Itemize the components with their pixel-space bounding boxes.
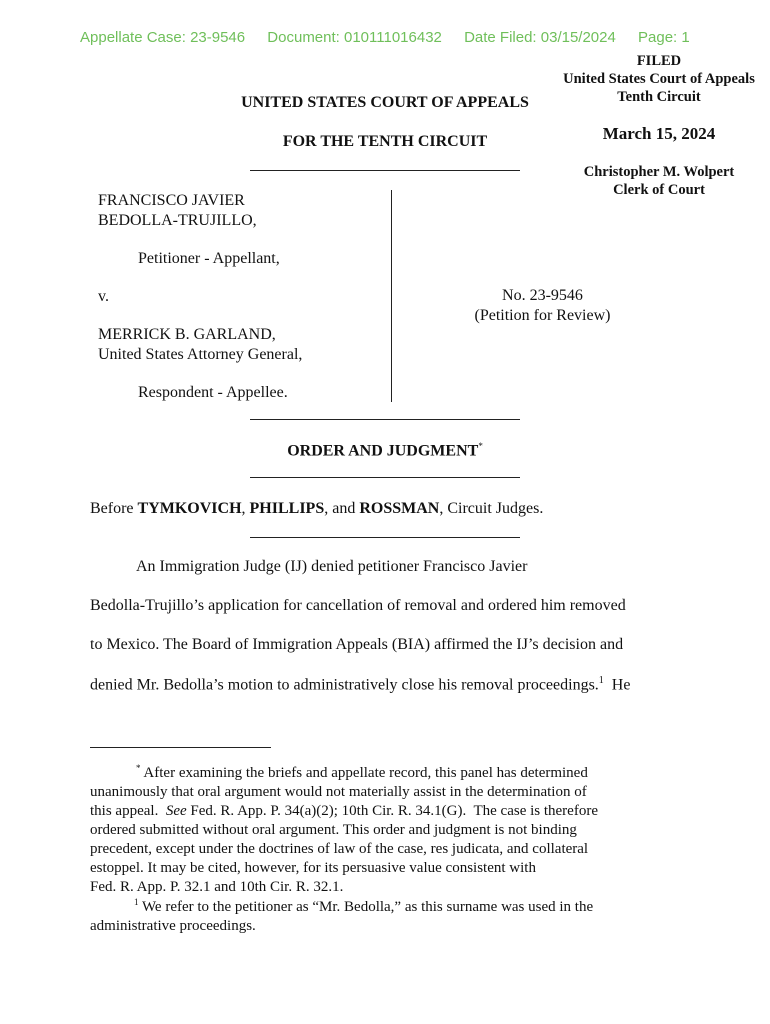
footnote-star-text3a: this appeal. — [90, 803, 166, 819]
footnote-star-line5: precedent, except under the doctrines of law of the case, res judicata, and collateral — [90, 841, 589, 857]
footnote-1-mark: 1 — [134, 897, 139, 907]
order-title — [200, 441, 570, 460]
page-number-stamp: Page: 1 — [638, 29, 690, 46]
filed-label: FILED — [636, 53, 682, 69]
respondent-name-line1: MERRICK B. GARLAND, — [98, 326, 276, 343]
footnote-1-text1: We refer to the petitioner as “Mr. Bedolla,” as this surname was used in the — [138, 899, 594, 915]
panel-suffix: , Circuit Judges. — [439, 500, 544, 517]
body-line-4-text: denied Mr. Bedolla’s motion to administratively close his removal proceedings. — [90, 676, 599, 694]
divider-rule — [250, 537, 520, 538]
petitioner-name — [98, 191, 257, 231]
judge-rossman: ROSSMAN — [359, 500, 440, 517]
case-header-stamp — [80, 29, 708, 46]
body-line-4 — [90, 675, 630, 694]
filed-date: March 15, 2024 — [602, 124, 716, 143]
panel-prefix: Before — [90, 500, 138, 517]
footnote-see-signal: See — [165, 803, 187, 819]
caption-divider — [391, 190, 392, 402]
footnote-star-line2: unanimously that oral argument would not materially assist in the determination of — [90, 784, 587, 800]
clerk-title: Clerk of Court — [613, 182, 705, 198]
footnote-1 — [90, 893, 690, 936]
body-line-2: Bedolla-Trujillo’s application for cancellation of removal and ordered him removed — [90, 597, 626, 614]
footnote-star — [90, 759, 690, 897]
divider-rule — [250, 419, 520, 420]
divider-rule — [250, 477, 520, 478]
petitioner-name-line2: BEDOLLA-TRUJILLO, — [98, 212, 257, 229]
versus: v. — [98, 288, 109, 305]
case-number: No. 23-9546 — [502, 287, 583, 304]
body-line-1: An Immigration Judge (IJ) denied petitioner Francisco Javier — [136, 558, 528, 575]
order-title-footnote-mark: * — [478, 441, 483, 451]
respondent-name-line2: United States Attorney General, — [98, 346, 303, 363]
panel-line — [90, 500, 543, 518]
clerk-block — [548, 163, 770, 199]
date-filed-stamp: Date Filed: 03/15/2024 — [464, 29, 616, 46]
petitioner-name-line1: FRANCISCO JAVIER — [98, 192, 245, 209]
respondent-name — [98, 325, 302, 365]
filed-circuit: Tenth Circuit — [617, 89, 701, 105]
body-line-3: to Mexico. The Board of Immigration Appeals (BIA) affirmed the IJ’s decision and — [90, 636, 624, 653]
case-type: (Petition for Review) — [474, 307, 611, 324]
footnote-star-line6: estoppel. It may be cited, however, for its persuasive value consistent with — [90, 860, 536, 876]
footnote-star-line3 — [90, 802, 690, 821]
case-number-stamp: Appellate Case: 23-9546 — [80, 29, 246, 46]
footnote-star-text3b: Fed. R. App. P. 34(a)(2); 10th Cir. R. 34.1(G). The case is therefore — [186, 803, 598, 819]
respondent-role: Respondent - Appellee. — [138, 384, 288, 401]
filed-block — [548, 52, 770, 106]
order-title-text: ORDER AND JUDGMENT — [287, 442, 479, 460]
footnote-ref-1: 1 — [598, 675, 604, 686]
filed-court: United States Court of Appeals — [563, 71, 755, 87]
panel-sep1: , — [241, 500, 250, 517]
footnote-star-text1: After examining the briefs and appellate record, this panel has determined — [140, 765, 588, 781]
judge-phillips: PHILLIPS — [249, 500, 325, 517]
body-line-4-tail: He — [603, 676, 631, 694]
divider-rule — [250, 170, 520, 171]
footnote-1-line2: administrative proceedings. — [90, 918, 256, 934]
document-number-stamp: Document: 010111016432 — [267, 29, 442, 46]
footnote-star-line1 — [90, 759, 690, 783]
judge-tymkovich: TYMKOVICH — [137, 500, 242, 517]
footnote-rule — [90, 747, 271, 748]
footnote-star-line7: Fed. R. App. P. 32.1 and 10th Cir. R. 32.1. — [90, 879, 344, 895]
footnote-1-line1 — [90, 893, 690, 917]
court-title: UNITED STATES COURT OF APPEALS — [241, 94, 529, 111]
panel-sep2: , and — [324, 500, 360, 517]
footnote-star-line4: ordered submitted without oral argument. This order and judgment is not binding — [90, 822, 577, 838]
petitioner-role: Petitioner - Appellant, — [138, 250, 280, 267]
clerk-name: Christopher M. Wolpert — [583, 164, 735, 180]
footnote-star-mark: * — [136, 763, 141, 773]
court-subtitle: FOR THE TENTH CIRCUIT — [282, 133, 488, 150]
case-number-block — [450, 286, 635, 326]
